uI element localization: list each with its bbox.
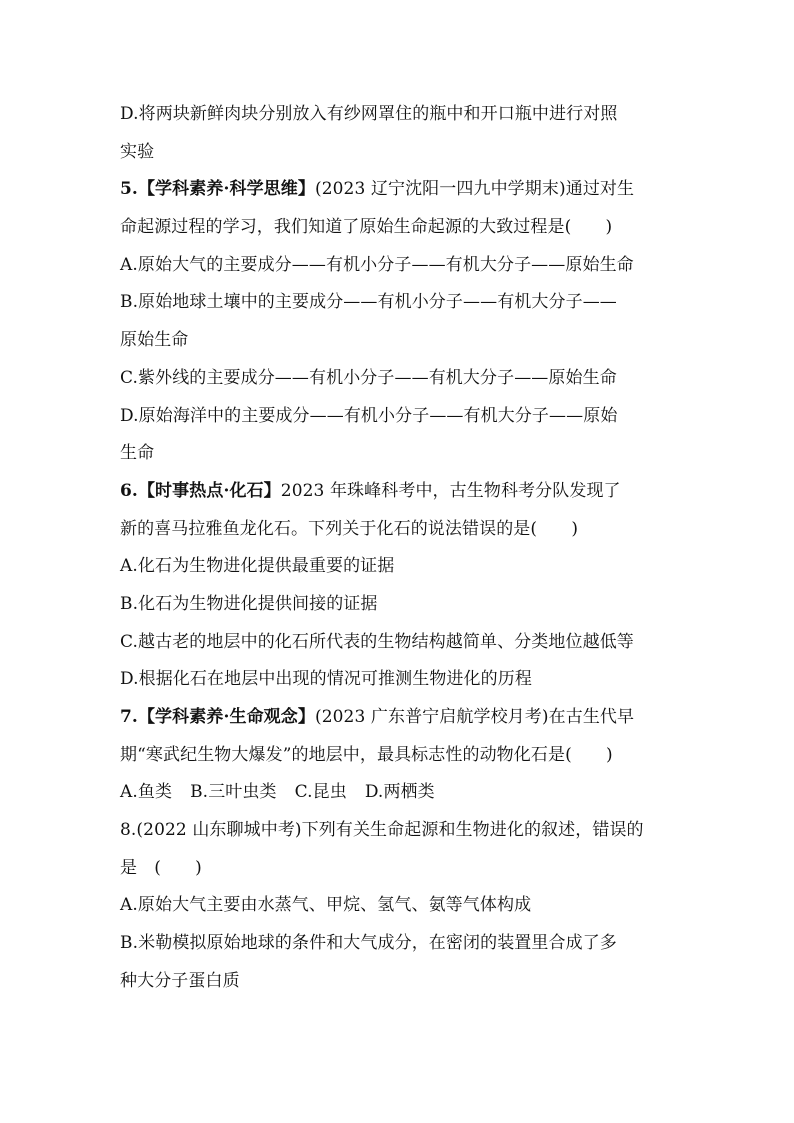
q4-option-d-line2: 实验 bbox=[120, 141, 155, 162]
q7-stem-line1 bbox=[120, 699, 690, 737]
q5-stem-line2: 命起源过程的学习，我们知道了原始生命起源的大致过程是( ) bbox=[120, 217, 613, 238]
q6-stem-line2: 新的喜马拉雅鱼龙化石。下列关于化石的说法错误的是( ) bbox=[120, 518, 579, 539]
q6-tag: 【时事热点·化石】 bbox=[137, 480, 281, 501]
q7-option-a: A.鱼类 bbox=[120, 782, 173, 803]
q5-stem-text: (2023 辽宁沈阳一四九中学期末)通过对生 bbox=[314, 179, 635, 200]
worksheet-page bbox=[120, 96, 690, 1001]
q7-number: 7. bbox=[120, 707, 138, 727]
q5-tag: 【学科素养·科学思维】 bbox=[137, 179, 315, 200]
q8-option-b-line2: 种大分子蛋白质 bbox=[120, 970, 240, 991]
q5-stem-line1 bbox=[120, 171, 690, 209]
q7-option-d: D.两栖类 bbox=[364, 782, 435, 803]
q8-stem-line1: 8.(2022 山东聊城中考)下列有关生命起源和生物进化的叙述，错误的 bbox=[120, 820, 644, 841]
q5-option-b-line1: B.原始地球土壤中的主要成分——有机小分子——有机大分子—— bbox=[120, 292, 617, 313]
q6-option-b: B.化石为生物进化提供间接的证据 bbox=[120, 593, 378, 614]
q8-stem-line2: 是 ( ) bbox=[120, 857, 202, 878]
q6-option-a: A.化石为生物进化提供最重要的证据 bbox=[120, 556, 395, 577]
q6-option-c: C.越古老的地层中的化石所代表的生物结构越简单、分类地位越低等 bbox=[120, 631, 634, 652]
q8-option-b-line1: B.米勒模拟原始地球的条件和大气成分，在密闭的装置里合成了多 bbox=[120, 933, 617, 954]
q7-tag: 【学科素养·生命观念】 bbox=[137, 707, 315, 727]
q5-option-d-line1: D.原始海洋中的主要成分——有机小分子——有机大分子——原始 bbox=[120, 405, 618, 426]
q6-stem-line1 bbox=[120, 473, 690, 511]
q5-option-b-line2: 原始生命 bbox=[120, 330, 189, 351]
q5-option-c: C.紫外线的主要成分——有机小分子——有机大分子——原始生命 bbox=[120, 367, 617, 388]
q5-option-a: A.原始大气的主要成分——有机小分子——有机大分子——原始生命 bbox=[120, 254, 634, 275]
q7-option-b: B.三叶虫类 bbox=[190, 782, 277, 803]
q6-number: 6. bbox=[120, 480, 138, 501]
q6-stem-text: 2023 年珠峰科考中，古生物科考分队发现了 bbox=[280, 480, 621, 501]
q7-stem-text: (2023 广东普宁启航学校月考)在古生代早 bbox=[314, 707, 635, 727]
q7-option-c: C.昆虫 bbox=[294, 782, 347, 803]
q6-option-d: D.根据化石在地层中出现的情况可推测生物进化的历程 bbox=[120, 669, 532, 690]
q8-option-a: A.原始大气主要由水蒸气、甲烷、氢气、氨等气体构成 bbox=[120, 895, 532, 916]
q7-stem-line2: 期“寒武纪生物大爆发”的地层中，最具标志性的动物化石是( ) bbox=[120, 744, 613, 765]
q5-number: 5. bbox=[120, 179, 138, 200]
q7-options-row bbox=[120, 774, 690, 812]
q4-option-d-line1: D.将两块新鲜肉块分别放入有纱网罩住的瓶中和开口瓶中进行对照 bbox=[120, 104, 618, 124]
q5-option-d-line2: 生命 bbox=[120, 443, 155, 464]
